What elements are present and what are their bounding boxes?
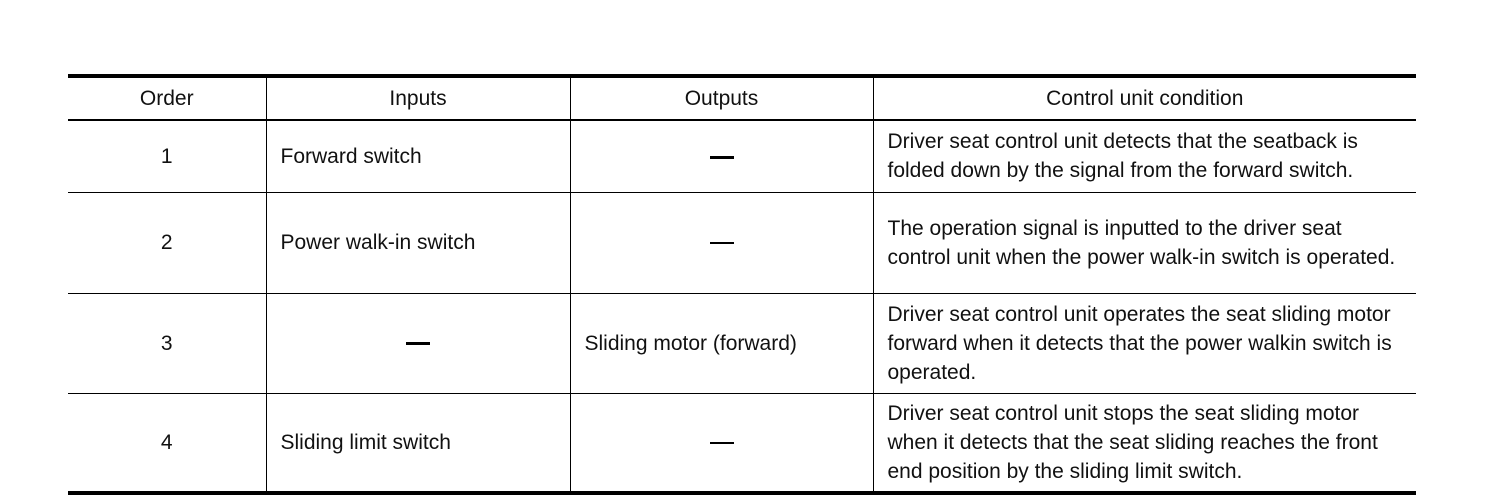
em-dash [710, 156, 734, 159]
em-dash [710, 442, 734, 444]
outputs-cell [570, 192, 873, 293]
em-dash [710, 242, 734, 244]
table-row [68, 393, 1416, 493]
condition-cell: The operation signal is inputted to the driver seat control unit when the power walk-in switch is operated. [873, 192, 1416, 293]
condition-cell: Driver seat control unit operates the seat sliding motor forward when it detects that the power walkin switch is operated. [873, 293, 1416, 393]
condition-cell: Driver seat control unit detects that the seatback is folded down by the signal from the forward switch. [873, 120, 1416, 192]
table-row [68, 120, 1416, 192]
inputs-cell: Sliding limit switch [266, 393, 570, 493]
order-cell: 1 [68, 120, 266, 192]
table-row [68, 293, 1416, 393]
inputs-cell: Power walk-in switch [266, 192, 570, 293]
order-cell: 2 [68, 192, 266, 293]
header-order: Order [68, 76, 266, 120]
outputs-cell [570, 393, 873, 493]
header-inputs: Inputs [266, 76, 570, 120]
outputs-cell: Sliding motor (forward) [570, 293, 873, 393]
condition-cell: Driver seat control unit stops the seat sliding motor when it detects that the seat sliding reaches the front end position by the sliding limit switch. [873, 393, 1416, 493]
outputs-cell [570, 120, 873, 192]
table-header-row [68, 76, 1416, 120]
control-sequence-table [68, 74, 1416, 495]
inputs-cell [266, 293, 570, 393]
order-cell: 3 [68, 293, 266, 393]
header-condition: Control unit condition [873, 76, 1416, 120]
table-row [68, 192, 1416, 293]
order-cell: 4 [68, 393, 266, 493]
em-dash [406, 342, 430, 345]
header-outputs: Outputs [570, 76, 873, 120]
control-sequence-table-wrapper [68, 74, 1416, 495]
inputs-cell: Forward switch [266, 120, 570, 192]
